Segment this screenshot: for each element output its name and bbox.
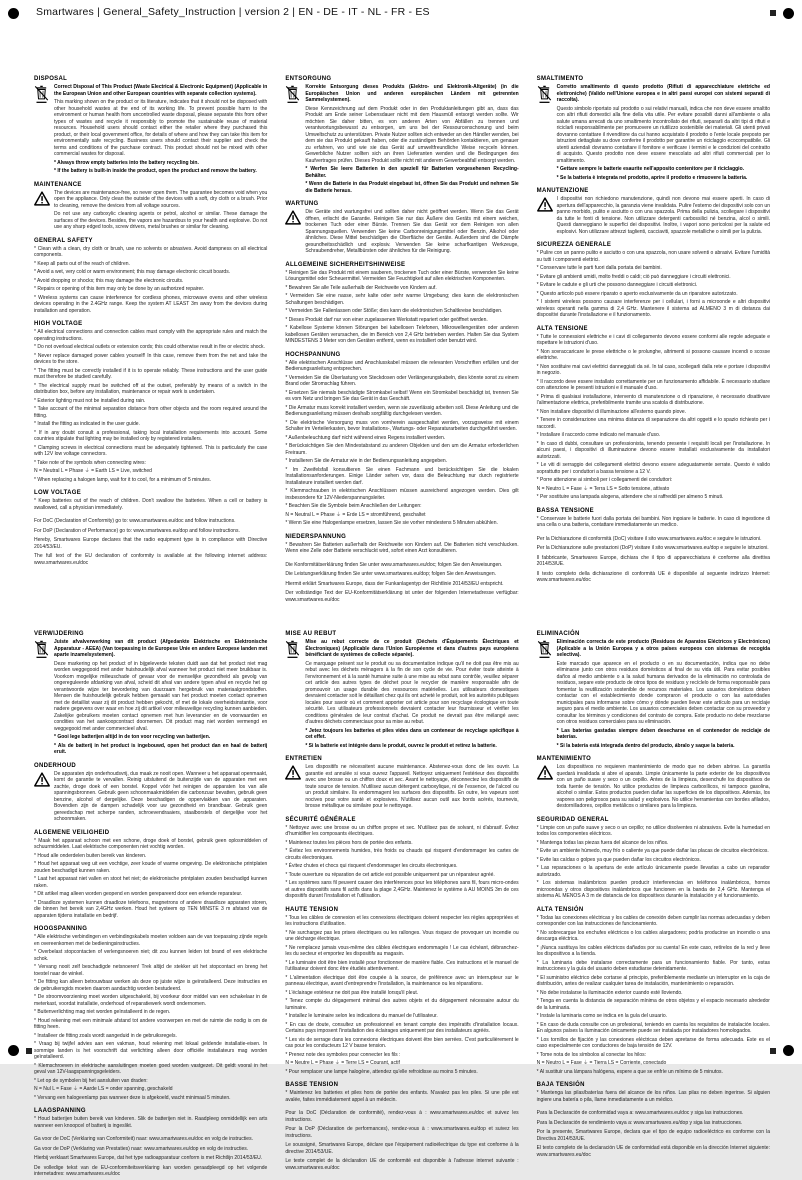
- body-paragraph: Questo simbolo riportato sul prodotto o sui relativi manuali, indica che non deve essere smaltito con altri rifiuti domestici alla fine della vita utile. Per evitare possibili danni all'ambiente o alla salute umana arrecati da uno smaltimento incontrollato dei rifiuti, separarli da altri tipi di rifiuti e riciclarli responsabilmente per promuovere un riutilizzo sostenibile dei materiali. Gli utenti privati dovranno contattare il rivenditore da cui hanno acquistato il prodotto o l'ente locale preposto per istruzioni dettagliate su dove conferire il prodotto per garantire un riciclaggio ecocompatibile. Gli utenti aziendali dovranno contattare il fornitore e verificare i termini e le condizioni del contratto di acquisto. Questo prodotto non deve essere mescolato ad altri rifiuti commerciali per lo smaltimento.: [557, 106, 770, 165]
- body-paragraph: * Dieses Produkt darf nur von einer zugelassenen Werkstatt repariert oder geöffnet werden.: [285, 317, 518, 324]
- section-text: [305, 764, 518, 812]
- section-heading: HIGH VOLTAGE: [34, 321, 267, 327]
- weee-bin-icon: [34, 639, 54, 758]
- body-paragraph: Este marcado que aparece en el producto o en su documentación, indica que no debe eliminarse junto con otros residuos domésticos al final de su vida útil. Para evitar posibles daños al medio ambiente o a la salud humana derivados de la eliminación no controlada de residuos, separe este producto de otros tipos de residuos y recíclelo de forma responsable para fomentar la reutilización sostenible de recursos materiales. Los usuarios domésticos deben contactar con el establecimiento donde compraron el producto o con las autoridades municipales para informarse sobre cómo y dónde pueden llevar este artículo para un reciclaje seguro para el medio ambiente. Los usuarios comerciales deben contactar con su proveedor y consultar los términos y condiciones del contrato de compra. Este producto no debe mezclarse con otros residuos comerciales para su eliminación.: [557, 661, 770, 726]
- conformity-line: Ga voor de DoC (Verklaring van Conformiteit) naar: www.smartwares.eu/doc en volg de instructies.: [34, 1136, 267, 1143]
- body-paragraph: * Clamping screws in electrical connections must be adequately tightened. This is particularly the case with 12V low voltage connectors.: [34, 445, 267, 458]
- body-paragraph: * Always throw empty batteries into the battery recycling bin.: [54, 160, 267, 167]
- body-paragraph: * Les vis de serrage dans les connexions électriques doivent être bien serrées. C'est particulièrement le cas pour les conducteurs 12 V basse tension.: [285, 1037, 518, 1050]
- body-paragraph: N = Nul L = Fase ⏚ = Aarde LS = onder spanning, geschakeld: [34, 1086, 267, 1093]
- section-heading: ENTRETIEN: [285, 756, 518, 762]
- body-paragraph: Juiste afvalverwerking van dit product (Afgedankte Elektrische en Elektronische Apparatuur - AEEA) (Van toepassing in de Europese Unie en andere Europese landen met aparte inzamelsystemen).: [54, 639, 267, 659]
- conformity-line: Die Konformitätserklärung finden Sie unter www.smartwares.eu/doc; folgen Sie den Anweisungen.: [285, 562, 518, 569]
- body-paragraph: * Si la batería está integrada dentro del producto, ábralo y saque la batería.: [557, 743, 770, 750]
- conformity-line: For DoC (Declaration of Conformity) go to: www.smartwares.eu/doc and follow instructions.: [34, 518, 267, 525]
- body-paragraph: * Werfen Sie leere Batterien in den speziell für Batterien vorgesehenen Recycling-Behälter.: [305, 166, 518, 179]
- section-body: [34, 329, 267, 485]
- body-paragraph: * No sobrecargue los enchufes eléctricos o los cables alargadores; podría producirse un incendio o una descarga eléctrica.: [537, 930, 770, 943]
- section-body: [537, 84, 770, 183]
- section-heading: BASSA TENSIONE: [537, 508, 770, 514]
- body-paragraph: * Évitez les environnements humides, très froids ou chauds qui risquent d'endommager les cartes de circuits électroniques.: [285, 848, 518, 861]
- warning-triangle-icon: [537, 196, 557, 237]
- section-heading: BASSE TENSION: [285, 1082, 518, 1088]
- section-body: [537, 764, 770, 812]
- conformity-line: Para la Declaración de conformidad vaya a: www.smartwares.eu/doc y siga las instrucciones.: [537, 1110, 770, 1117]
- body-paragraph: * Le luminaire doit être bien installé pour fonctionner de manière fiable. Ces instructions et le manuel de l'utilisateur doivent donc être étudiés attentivement.: [285, 960, 518, 973]
- section-body: [285, 915, 518, 1078]
- body-paragraph: * Vermeiden Sie eine nasse, sehr kalte oder sehr warme Umgebung; dies kann die elektronischen Schaltungen beschädigen.: [285, 293, 518, 306]
- body-paragraph: * Wenn die Batterie in das Produkt eingebaut ist, öffnen Sie das Produkt und nehmen Sie die Batterie heraus.: [305, 181, 518, 194]
- section-text: [285, 825, 518, 902]
- body-paragraph: Ce marquage présent sur le produit ou sa documentation indique qu'il ne doit pas être mis au rebut avec les déchets ménagers à la fin de son cycle de vie. Pour éviter toute atteinte à l'environnement et à la santé humaine suite à une mise au rebut sans contrôle, veuillez séparer cet article des autres types de déchet pour le recycler de manière responsable afin de promouvoir un usage durable des ressources matérielles. Les utilisateurs domestiques devraient contacter soit le détaillant chez qui ils ont acheté le produit, soit les autorités publiques locales pour savoir où et comment apporter cet article pour son recyclage écologique en toute sécurité. Les utilisateurs professionnels devraient contacter leur fournisseur et vérifier les conditions générales de leur contrat d'achat. Ce produit ne devrait pas être mélangé avec d'autres déchets commerciaux pour sa mise au rebut.: [305, 661, 518, 726]
- body-paragraph: * Vraag bij twijfel advies aan een vakman, houd rekening met lokaal geldende installatie-eisen. In sommige landen is het voorschrift dat verlichting alleen door officiële installateurs mag worden geïnstalleerd.: [34, 1041, 267, 1061]
- section-body: [285, 360, 518, 529]
- body-paragraph: * Non sovraccaricare le prese elettriche o le prolunghe, altrimenti si possono causare incendi o scosse elettriche.: [537, 349, 770, 362]
- section-text: [537, 825, 770, 902]
- section-text: [537, 1090, 770, 1105]
- body-paragraph: * Los sistemas inalámbricos pueden producir interferencias en teléfonos inalámbricos, hornos microondas y otros dispositivos inalámbricos que funcionen en la banda de 2,4 GHz. Mantenga el sistema AL MENOS A 3 m de distancia de los dispositivos durante la instalación y el funcionamiento.: [537, 880, 770, 900]
- body-paragraph: * Bewahren Sie Batterien außerhalb der Reichweite von Kindern auf. Die Batterien nicht verschlucken. Wenn eine Zelle oder Batterie verschluckt wird, sofort einen Arzt konsultieren.: [285, 542, 518, 555]
- body-paragraph: * Nettoyez avec une brosse ou un chiffon propre et sec. N'utilisez pas de solvant, ni d'abrasif. Évitez d'humidifier les composants électriques.: [285, 825, 518, 838]
- body-paragraph: * Die elektrische Versorgung muss von vornherein ausgeschaltet werden, vorzugsweise mit einem Schalter im Verteilerkasten, bevor Installations-, Wartungs- oder Reparaturarbeiten durchgeführt werden.: [285, 420, 518, 433]
- section-body: [537, 825, 770, 902]
- body-paragraph: Die Geräte sind wartungsfrei und sollten daher nicht geöffnet werden. Wenn Sie das Gerät öffnen, erlischt die Garantie. Reinigen Sie nur das Äußere des Geräts mit einem weichen, trockenen Tuch oder einer Bürste. Trennen Sie das Gerät vor dem Reinigen von allen Spannungsquellen. Verwenden Sie keine Carbonreinigungsmittel oder Benzin, Alkohol oder ähnliches. Diese Mittel beschädigen die Oberfläche der Geräte. Außerdem sind die Dämpfe gesundheitsschädlich und explosiv. Verwenden Sie keine scharfkantigen Werkzeuge, Schraubendreher, Metallbürsten oder ähnliches für die Reinigung.: [305, 209, 518, 255]
- section-body: [34, 246, 267, 317]
- body-paragraph: * Non sostituire mai cavi elettrici danneggiati da sé. In tal caso, scollegarli dalla rete e portare i dispositivi in negozio.: [537, 364, 770, 377]
- body-paragraph: * Buitenverlichting mag niet worden geïnstalleerd in de regen.: [34, 1009, 267, 1016]
- body-paragraph: * Keep all parts out of the reach of children.: [34, 261, 267, 268]
- body-paragraph: Diese Kennzeichnung auf dem Produkt oder in den Produktanleitungen gibt an, dass das Produkt am Ende seiner Lebensdauer nicht mit dem Hausmüll entsorgt werden sollte. Wir möchten Sie daher bitten, es von anderen Arten von Abfällen zu trennen und verantwortungsbewusst zu entsorgen, um uns bei der Ressourcenschonung und beim Umweltschutz zu unterstützen. Private Nutzer sollten sich entweder an den Händler wenden, bei dem sie das Produkt gekauft haben, oder die zuständigen Behörden kontaktieren, um genauer zu erfahren, wo und wie sie das Gerät auf umweltfreundliche Weise recyceln können. Gewerbliche Nutzer sollten sich an ihren Lieferanten wenden und die Bedingungen des Kaufvertrages prüfen. Dieses Produkt sollte nicht mit anderem Gewerbeabfall entsorgt werden.: [305, 106, 518, 165]
- body-paragraph: * Vermeiden Sie Fallenlassen oder Stöße; dies kann die elektronischen Schaltkreise beschädigen.: [285, 308, 518, 315]
- section-text: [305, 639, 518, 751]
- section-heading: ALGEMENE VEILIGHEID: [34, 830, 267, 836]
- section-text: [34, 934, 267, 1103]
- body-paragraph: * Avoid a wet, very cold or warm environment; this may damage electronic circuit boards.: [34, 269, 267, 276]
- warning-triangle-icon: [285, 764, 305, 812]
- body-paragraph: N = Neutro L = Fase ⏚ = Terra LS = Sotto tensione, attivato: [537, 486, 770, 493]
- body-paragraph: * Tenez compte du dégagement minimal des autres objets et du dégagement nécessaire autour du luminaire.: [285, 998, 518, 1011]
- section-heading: HOOGSPANNING: [34, 926, 267, 932]
- body-paragraph: * Overbelast stopcontacten of verlengsnoeren niet; dit zou kunnen leiden tot brand of een elektrische schok.: [34, 949, 267, 962]
- body-paragraph: N = Neutral L = Phase ⏚ = Erde LS = stromführend, geschaltet: [285, 512, 518, 519]
- conformity-line: Le texte complet de la déclaration UE de conformité est disponible à l'adresse internet suivante : www.smartwares.eu/doc: [285, 1158, 518, 1171]
- body-paragraph: * Evitare gli ambienti umidi, molto freddi o caldi; ciò può danneggiare i circuiti elettronici.: [537, 274, 770, 281]
- body-paragraph: * Pour remplacer une lampe halogène, attendez qu'elle refroidisse au moins 5 minutes.: [285, 1069, 518, 1076]
- body-paragraph: * Il raccordo deve essere installato correttamente per un funzionamento affidabile. È necessario studiare con attenzione le presenti istruzioni e il manuale d'uso.: [537, 379, 770, 392]
- body-paragraph: * Non installare dispositivi di illuminazione all'esterno quando piove.: [537, 409, 770, 416]
- conformity-line: De volledige tekst van de EU-conformiteitsverklaring kan worden geraadpleegd op het volgende internetadres: www.smartwares.eu/doc: [34, 1165, 267, 1178]
- section-body: [285, 542, 518, 557]
- body-paragraph: * In caso di dubbi, consultare un professionista, tenendo presente i requisiti locali per l'installazione. In alcuni paesi, i dispositivi di illuminazione devono essere installati esclusivamente da installatori autorizzati.: [537, 441, 770, 461]
- body-paragraph: * Exterior lighting must not be installed during rain.: [34, 398, 267, 405]
- section-text: [34, 329, 267, 485]
- body-paragraph: * I sistemi wireless possono causare interferenze per i cellulari, i forni a microonde e altri dispositivi wireless operanti nella gamma di 2,4 GHz. Mantenere il sistema ad ALMENO 3 m di distanza dai dispositivi durante l'installazione e il funzionamento.: [537, 299, 770, 319]
- body-paragraph: * Gettare sempre le batterie esaurite nell'apposito contenitore per il riciclaggio.: [557, 166, 770, 173]
- section-body: [34, 934, 267, 1103]
- conformity-line: El texto completo de la declaración UE de conformidad está disponible en la dirección Internet siguiente: www.smartwares.eu/doc: [537, 1145, 770, 1158]
- section-heading: VERWIJDERING: [34, 631, 267, 637]
- section-heading: MAINTENANCE: [34, 182, 267, 188]
- section-text: [557, 639, 770, 751]
- section-body: [285, 1090, 518, 1105]
- section-heading: HAUTE TENSION: [285, 907, 518, 913]
- section-body: [34, 1116, 267, 1131]
- print-mark: [770, 10, 776, 16]
- conformity-line: Pour la DoP (Déclaration de performances), rendez-vous à : www.smartwares.eu/dop et suivez les instructions.: [285, 1126, 518, 1139]
- crop-mark-bottom-right: [783, 1045, 794, 1056]
- body-paragraph: * Beachten Sie die Symbole beim Anschließen der Leitungen:: [285, 503, 518, 510]
- body-paragraph: * Limpie con un paño suave y seco o un cepillo; no utilice disolventes ni abrasivos. Evite la humedad en todos los componentes eléctricos.: [537, 825, 770, 838]
- body-paragraph: * Wenn Sie eine Halogenlampe ersetzen, lassen Sie sie vorher mindestens 5 Minuten abkühlen.: [285, 520, 518, 527]
- weee-bin-icon: [537, 84, 557, 183]
- body-paragraph: * Do not overload electrical outlets or extension cords; this could otherwise result in fire or electric shock.: [34, 344, 267, 351]
- body-paragraph: * Evitare le cadute e gli urti che possono danneggiare i circuiti elettronici.: [537, 282, 770, 289]
- body-paragraph: * If the battery is built-in inside the product, open the product and remove the battery.: [54, 168, 267, 175]
- body-paragraph: * La luminaria debe instalarse correctamente para un funcionamiento fiable. Por tanto, estas instrucciones y la guía del usuario deben estudiarse detenidamente.: [537, 960, 770, 973]
- section-body: [537, 334, 770, 503]
- section-text: [34, 1116, 267, 1131]
- section-body: [285, 764, 518, 812]
- body-paragraph: * Conservare le batterie fuori dalla portata dei bambini. Non ingoiare le batterie. In caso di ingestione di una cella o una batteria, contattare immediatamente un medico.: [537, 516, 770, 529]
- body-paragraph: * Jetez toujours les batteries et piles vides dans un conteneur de recyclage spécifique à cet effet.: [305, 728, 518, 741]
- body-paragraph: * Los tornillos de fijación y las conexiones eléctricas deben apretarse de forma adecuada. Este es el caso especialmente con conductores de baja tensión de 12V.: [537, 1037, 770, 1050]
- body-paragraph: The devices are maintenance-free, so never open them. The guarantee becomes void when you open the appliance. Only clean the outside of the devices with a soft, dry cloth or a brush. Prior to cleaning, remove the devices from all voltage sources.: [54, 190, 267, 210]
- body-paragraph: * Installare il raccordo come indicato nel manuale d'uso.: [537, 432, 770, 439]
- body-paragraph: * Maak het apparaat schoon met een schone, droge doek of borstel, gebruik geen oplosmiddelen of schuurmiddelen. Laat elektrische componenten niet vochtig worden.: [34, 838, 267, 851]
- body-paragraph: * Im Zweifelsfall konsultieren Sie einen Fachmann und berücksichtigen Sie die lokalen Installationsanforderungen. Einige Länder sehen vor, dass die Beleuchtung nur durch registrierte Installateure installiert werden darf.: [285, 467, 518, 487]
- body-paragraph: * Tenga en cuenta la distancia de separación mínima de otros objetos y el espacio necesario alrededor de la luminaria.: [537, 998, 770, 1011]
- body-paragraph: * Houd alle onderdelen buiten bereik van kinderen.: [34, 853, 267, 860]
- language-block-it: [537, 76, 770, 605]
- conformity-line: Por la presente, Smartwares Europe, declara que el tipo de equipo radioeléctrico es conforme con la Directiva 2014/53/UE.: [537, 1129, 770, 1142]
- section-heading: LOW VOLTAGE: [34, 490, 267, 496]
- conformity-line: Hiermit erklärt Smartwares Europe, dass der Funkanlagentyp der Richtlinie 2014/53/EU entspricht.: [285, 581, 518, 588]
- section-heading: ELIMINACIÓN: [537, 631, 770, 637]
- body-paragraph: * Vermeiden Sie die Überlastung von Steckdosen oder Verlängerungskabeln, dies könnte sonst zu einem Brand oder Stromschlag führen.: [285, 375, 518, 388]
- body-paragraph: * Die Armatur muss korrekt installiert werden, wenn sie zuverlässig arbeiten soll. Diese Anleitung und die Bedienungsanleitung müssen deshalb sorgfältig durchgelesen werden.: [285, 405, 518, 418]
- section-text: [557, 196, 770, 237]
- print-mark: [26, 1048, 32, 1054]
- warning-triangle-icon: [34, 771, 54, 825]
- body-paragraph: * Take note of the symbols when connecting wires:: [34, 460, 267, 467]
- section-heading: SÉCURITÉ GÉNÉRALE: [285, 817, 518, 823]
- body-paragraph: * The electrical supply must be switched off at the outset, preferably by means of a switch in the distribution box, before any installation, maintenance or repair work is undertaken.: [34, 383, 267, 396]
- body-paragraph: * Houd batterijen buiten bereik van kinderen. Slik de batterijen niet in. Raadpleeg onmiddellijk een arts wanneer een knoopcel of batterij is ingeslikt.: [34, 1116, 267, 1129]
- warning-triangle-icon: [285, 209, 305, 257]
- section-heading: DISPOSAL: [34, 76, 267, 82]
- body-paragraph: * Las baterías gastadas siempre deben desecharse en el contenedor de reciclaje de baterías.: [557, 728, 770, 741]
- conformity-line: Die Leistungserklärung finden Sie unter www.smartwares.eu/dop; folgen Sie den Anweisungen.: [285, 571, 518, 578]
- section-heading: WARTUNG: [285, 201, 518, 207]
- section-text: [54, 771, 267, 825]
- section-heading: ONDERHOUD: [34, 763, 267, 769]
- section-body: [537, 1090, 770, 1105]
- body-paragraph: * Reinigen Sie das Produkt mit einem sauberen, trockenen Tuch oder einer Bürste, verwenden Sie keine Lösungsmittel oder Scheuermittel. Vermeiden Sie Feuchtigkeit auf allen elektrischen Komponenten.: [285, 270, 518, 283]
- body-paragraph: * En caso de duda consulte con un profesional, teniendo en cuenta los requisitos de instalación locales. En algunos países la iluminación únicamente puede ser instalada por instaladores homologados.: [537, 1022, 770, 1035]
- section-body: [285, 639, 518, 751]
- section-body: [537, 639, 770, 751]
- section-body: [537, 516, 770, 531]
- body-paragraph: * Tome nota de los símbolos al conectar los hilos:: [537, 1052, 770, 1059]
- body-paragraph: * Alle elektrischen Anschlüsse und Anschlusskabel müssen die relevanten Vorschriften erfüllen und der Bedienungsanleitung entsprechen.: [285, 360, 518, 373]
- body-paragraph: * Außenbeleuchtung darf nicht während eines Regens installiert werden.: [285, 435, 518, 442]
- body-paragraph: * Al sustituir una lámpara halógena, espere a que se enfríe un mínimo de 5 minutos.: [537, 1069, 770, 1076]
- crop-mark-bottom-left: [8, 1045, 19, 1056]
- body-paragraph: * Maintenez les batteries et piles hors de portée des enfants. N'avalez pas les piles. Si une pile est avalée, faites immédiatement appel à un médecin.: [285, 1090, 518, 1103]
- section-body: [34, 498, 267, 513]
- section-text: [54, 639, 267, 758]
- section-body: [34, 84, 267, 177]
- conformity-line: Hierbij verklaart Smartwares Europe, dat het type radioapparatuur conform is met Richtlijn 2014/53/EU.: [34, 1155, 267, 1162]
- body-paragraph: * Klemschroeven in elektrische aansluitingen moeten goed worden vastgezet. Dit geldt vooral in het geval van 12V-laagspanningsgeleiders.: [34, 1063, 267, 1076]
- body-paragraph: * Tutte le connessioni elettriche e i cavi di collegamento devono essere conformi alle regole adeguate e rispettare le istruzioni d'uso.: [537, 334, 770, 347]
- language-block-fr: [285, 631, 518, 1180]
- section-text: [54, 190, 267, 233]
- section-text: [34, 838, 267, 922]
- section-heading: SMALTIMENTO: [537, 76, 770, 82]
- body-paragraph: * Klemmschrauben in elektrischen Anschlüssen müssen ausreichend angezogen werden. Dies gilt insbesondere für 12V-Niederspannungsleiter.: [285, 488, 518, 501]
- section-body: [285, 270, 518, 347]
- section-text: [54, 84, 267, 177]
- conformity-line: Para la Declaración de rendimiento vaya a: www.smartwares.eu/dop y siga las instrucciones.: [537, 1120, 770, 1127]
- conformity-line: Per la Dichiarazione sulle prestazioni (DoP) visitare il sito www.smartwares.eu/dop e seguire le istruzioni.: [537, 545, 770, 552]
- conformity-line: Le soussigné, Smartwares Europe, déclare que l'équipement radioélectrique du type est conforme à la directive 2014/53/UE.: [285, 1142, 518, 1155]
- body-paragraph: * Avoid dropping or shocks; this may damage the electronic circuits.: [34, 278, 267, 285]
- body-paragraph: * Install the fitting as indicated in the user guide.: [34, 421, 267, 428]
- section-heading: ALTA TENSIÓN: [537, 907, 770, 913]
- section-text: [557, 84, 770, 183]
- body-paragraph: * Houd rekening met een minimale afstand tot andere voorwerpen en met de ruimte die nodig is om de fitting heen.: [34, 1018, 267, 1031]
- weee-bin-icon: [285, 639, 305, 751]
- body-paragraph: * Wireless systems can cause interference for cordless phones, microwave ovens and other wireless devices operating in the 2.4GHz range. Keep the system AT LEAST 3m away from the devices during installation and operation.: [34, 295, 267, 315]
- section-body: [34, 639, 267, 758]
- section-heading: NIEDERSPANNUNG: [285, 534, 518, 540]
- weee-bin-icon: [34, 84, 54, 177]
- body-paragraph: * Tous les câbles de connexion et les connexions électriques doivent respecter les règles appropriées et les instructions d'utilisation.: [285, 915, 518, 928]
- section-heading: SEGURIDAD GENERAL: [537, 817, 770, 823]
- body-paragraph: Deze markering op het product of in bijgeleverde teksten duidt aan dat het product niet mag worden weggegooid met ander huishoudelijk afval wanneer het product niet meer bruikbaar is. Voorkom mogelijke milieuschade of gevaar voor de menselijke gezondheid als gevolg van ongereguleerde afdanking van afval, scheid dit afval van andere typen afval en recycle het op verantwoorde wijze ter bevordering van duurzaam hergebruik van materiaalgrondstoffen. Mensen die huishoudelijk gebruik hebben gemaakt van het product moeten contact opnemen met de detaillist waar zij dit product hebben gekocht, of met de lokale overheidsinstantie, voor nadere gegevens over waar en hoe zij dit artikel voor milieuveilige recycling kunnen aanbieden. Zakelijke gebruikers moeten contact opnemen met hun leverancier en de voorwaarden en condities van het aankoopcontract doornemen. Dit product mag niet worden vermengd en weggegooid met ander commercieel afval.: [54, 661, 267, 733]
- body-paragraph: * Take account of the minimal separation distance from other objects and the room required around the fitting.: [34, 406, 267, 419]
- body-paragraph: * If in any doubt consult a professional, taking local installation requirements into account. Some countries stipulate that lighting may be installed only by registered installers.: [34, 430, 267, 443]
- section-body: [285, 209, 518, 257]
- section-body: [285, 825, 518, 902]
- body-paragraph: * Installeer de fitting zoals wordt aangeduid in de gebruiksregels.: [34, 1033, 267, 1040]
- weee-bin-icon: [285, 84, 305, 196]
- body-paragraph: * Ne surchargez pas les prises électriques ou les rallonges. Vous risquez de provoquer un incendie ou une décharge électrique.: [285, 930, 518, 943]
- body-paragraph: * Alle elektrische verbindingen en verbindingskabels moeten voldoen aan de van toepassing zijnde regels en overeenkomen met de bedieningsinstructies.: [34, 934, 267, 947]
- section-body: [34, 771, 267, 825]
- section-text: [34, 246, 267, 317]
- section-text: [305, 209, 518, 257]
- body-paragraph: * Installieren Sie die Armatur wie in der Bedienungsanleitung angegeben.: [285, 458, 518, 465]
- conformity-line: Ga voor de DoP (Verklaring van Prestaties) naar: www.smartwares.eu/dop en volg de instructies.: [34, 1146, 267, 1153]
- body-paragraph: Les dispositifs ne nécessitent aucune maintenance. Abstenez-vous donc de les ouvrir. La garantie est annulée si vous ouvrez l'appareil. Nettoyez uniquement l'extérieur des dispositifs avec une brosse ou un chiffon doux et sec. Avant le nettoyage, déconnectez les dispositifs de toute source de tension. N'utilisez aucun détergent carboxylique, ni de l'essence, de l'alcool ou un produit similaire. Ils endommagent les surfaces des dispositifs. En outre, les vapeurs sont nocives pour votre santé et explosives. N'utilisez aucun outil aux bords acérés, tournevis, brosse métallique ou similaire pour le nettoyage.: [305, 764, 518, 810]
- body-paragraph: * Le viti di serraggio dei collegamenti elettrici devono essere adeguatamente serrate. Questo è valido soprattutto per i conduttori a bassa tensione a 12 V.: [537, 462, 770, 475]
- section-heading: HOCHSPANNUNG: [285, 352, 518, 358]
- print-mark: [770, 1048, 776, 1054]
- section-text: [285, 915, 518, 1078]
- section-text: [305, 84, 518, 196]
- body-paragraph: * Laat het apparaat niet vallen en stoot het niet; de elektronische printplaten zouden beschadigd kunnen raken.: [34, 876, 267, 889]
- body-paragraph: * Let op de symbolen bij het aansluiten van draden:: [34, 1078, 267, 1085]
- body-paragraph: Correct Disposal of This Product (Waste Electrical & Electronic Equipment) (Applicable in the European Union and other European countries with separate collection systems).: [54, 84, 267, 97]
- body-paragraph: * Maintenez toutes les pièces hors de portée des enfants.: [285, 840, 518, 847]
- crop-mark-top-right: [783, 8, 794, 19]
- body-paragraph: * Ersetzen Sie niemals beschädigte Stromkabel selbst! Wenn ein Stromkabel beschädigt ist, trennen Sie es vom Netz und bringen Sie das Gerät in das Geschäft.: [285, 390, 518, 403]
- body-paragraph: Los dispositivos no requieren mantenimiento de modo que no deben abrirse. La garantía quedará invalidada si abre el aparato. Limpie únicamente la parte exterior de los dispositivos con un paño suave y seco o un cepillo. Antes de la limpieza, desenchufe los dispositivos de toda fuente de tensión. No utilice productos de limpieza carboxílicos, ni tampoco gasolina, alcohol o similar. Estos productos pueden dañar las superficies de los dispositivos. Además, los vapores son peligrosos para su salud y explosivos. No utilice herramientas con bordes afilados, destornilladores, cepillos metálicos o similares para la limpieza.: [557, 764, 770, 810]
- conformity-line: The full text of the EU declaration of conformity is available at the following internet address: www.smartwares.eu/doc: [34, 553, 267, 566]
- crop-mark-top-left: [8, 8, 19, 19]
- body-paragraph: * Installez le luminaire selon les indications du manuel de l'utilisateur.: [285, 1013, 518, 1020]
- body-paragraph: * Ne remplacez jamais vous-même des câbles électriques endommagés ! Le cas échéant, débranchez-les du secteur et emportez les dispositifs au magasin.: [285, 945, 518, 958]
- body-paragraph: * The fitting must be correctly installed if it is to operate reliably. These instructions and the user guide must therefore be studied carefully.: [34, 368, 267, 381]
- section-text: [537, 250, 770, 321]
- conformity-line: For DoP (Declaration of Performance) go to: www.smartwares.eu/dop and follow instructions.: [34, 528, 267, 535]
- body-paragraph: * Repairs or opening of this item may only be done by an authorized repairer.: [34, 286, 267, 293]
- language-block-de: [285, 76, 518, 605]
- body-paragraph: * Questo articolo può essere riparato o aperto esclusivamente da un riparatore autorizzato.: [537, 291, 770, 298]
- body-paragraph: * Kabellose Systeme können Störungen bei kabellosen Telefonen, Mikrowellengeräten oder anderen kabellosen Geräten verursachen, die im Bereich von 2,4 GHz betrieben werden. Halten Sie das System MINDESTENS 3 Meter von den Geräten entfernt, wenn es installiert oder benutzt wird.: [285, 325, 518, 345]
- body-paragraph: * Conservare tutte le parti fuori dalla portata dei bambini.: [537, 265, 770, 272]
- conformity-line: Hereby, Smartwares Europe declares that the radio equipment type is in compliance with Directive 2014/53/EU.: [34, 537, 267, 550]
- body-paragraph: * ¡Nunca sustituya los cables eléctricos dañados por su cuenta! En este caso, retírelos de la red y lleve los dispositivos a la tienda.: [537, 945, 770, 958]
- section-heading: GENERAL SAFETY: [34, 238, 267, 244]
- section-heading: ALTA TENSIONE: [537, 326, 770, 332]
- body-paragraph: * Las reparaciones o la apertura de este artículo únicamente puede llevarlas a cabo un reparador autorizado.: [537, 865, 770, 878]
- body-paragraph: * Bewahren Sie alle Teile außerhalb der Reichweite von Kindern auf.: [285, 285, 518, 292]
- section-heading: BAJA TENSIÓN: [537, 1082, 770, 1088]
- body-paragraph: * De stroomvoorziening moet worden uitgeschakeld, bij voorkeur door middel van een schakelaar in de meterkast, voordat installatie, onderhoud of reparatiewerk wordt ondernomen.: [34, 994, 267, 1007]
- section-body: [537, 915, 770, 1078]
- section-heading: MISE AU REBUT: [285, 631, 518, 637]
- body-paragraph: * Dit artikel mag alleen worden geopend en worden gerepareerd door een erkende reparateur.: [34, 891, 267, 898]
- body-paragraph: * All electrical connections and connection cables must comply with the appropriate rules and match the operating instructions.: [34, 329, 267, 342]
- body-paragraph: * Berücksichtigen Sie den Mindestabstand zu anderen Objekten und den um die Armatur erforderlichen Freiraum.: [285, 443, 518, 456]
- body-paragraph: * Porre attenzione ai simboli per i collegamenti dei conduttori:: [537, 477, 770, 484]
- section-text: [537, 334, 770, 503]
- body-paragraph: N = Neutro L = Fase ⏚ = Tierra LS = Corriente, conectado: [537, 1060, 770, 1067]
- body-paragraph: * Clean with a clean, dry cloth or brush, use no solvents or abrasives. Avoid dampness on all electrical components.: [34, 246, 267, 259]
- body-paragraph: * Mantenga las pilas/baterías fuera del alcance de los niños. Las pilas no deben ingerirse. Si alguien ingiere una batería o pila, llame inmediatamente a un médico.: [537, 1090, 770, 1103]
- body-paragraph: N = Neutre L = Phase ⏚ = Terre LS = Courant, actif: [285, 1060, 518, 1067]
- warning-triangle-icon: [537, 764, 557, 812]
- body-paragraph: This marking shown on the product or its literature, indicates that it should not be disposed with other household wastes at the end of its working life. To prevent possible harm to the environment or human health from uncontrolled waste disposal, please separate this from other types of wastes and recycle it responsibly to promote the sustainable reuse of material resources. Household users should contact either the retailer where they purchased this product, or their local government office, for details of where and how they can take this item for environmentally safe recycling. Business users should contact their supplier and check the terms and conditions of the purchase contract. This product should not be mixed with other commercial wastes for disposal.: [54, 99, 267, 158]
- weee-bin-icon: [537, 639, 557, 751]
- section-text: [285, 1090, 518, 1105]
- conformity-line: Der vollständige Text der EU-Konformitätserklärung ist unter der folgenden Internetadresse verfügbar: www.smartwares.eu/doc: [285, 590, 518, 603]
- body-paragraph: * El suministro eléctrico debe cortarse al principio, preferiblemente mediante un interruptor en la caja de distribución, antes de realizar cualquier tarea de instalación, mantenimiento o reparación.: [537, 975, 770, 988]
- body-paragraph: * Tenere in considerazione una minima distanza di separazione da altri oggetti e lo spazio richiesto per i raccordi.: [537, 417, 770, 430]
- content-grid: [34, 76, 770, 1180]
- body-paragraph: * When replacing a halogen lamp, wait for it to cool, for a minimum of 5 minutes.: [34, 477, 267, 484]
- body-paragraph: * L'éclairage extérieur ne doit pas être installé lorsqu'il pleut.: [285, 990, 518, 997]
- language-block-es: [537, 631, 770, 1180]
- conformity-line: Pour la DoC (Déclaration de conformité), rendez-vous à : www.smartwares.eu/doc et suivez les instructions.: [285, 1110, 518, 1123]
- body-paragraph: * Als de batterij in het product is ingebouwd, open het product dan en haal de batterij eruit.: [54, 743, 267, 756]
- section-heading: ENTSORGUNG: [285, 76, 518, 82]
- section-body: [285, 84, 518, 196]
- section-body: [34, 190, 267, 233]
- section-text: [285, 270, 518, 347]
- body-paragraph: * Todas las conexiones eléctricas y los cables de conexión deben cumplir las normas adecuadas y deben corresponder con las instrucciones de funcionamiento.: [537, 915, 770, 928]
- body-paragraph: * En cas de doute, consultez un professionnel en tenant compte des impératifs d'installation locaux. Certains pays imposent l'installation des éclairages uniquement par des installateurs agréés.: [285, 1022, 518, 1035]
- body-paragraph: * Toute ouverture ou réparation de cet article est possible uniquement par un réparateur agréé.: [285, 872, 518, 879]
- section-heading: MANUTENZIONE: [537, 188, 770, 194]
- section-heading: ALLGEMEINE SICHERHEITSHINWEISE: [285, 262, 518, 268]
- body-paragraph: * Draadloze systemen kunnen draadloze telefoons, magnetrons of andere draadloze apparaten storen, die binnen het bereik van 2,4GHz werken. Houd het systeem op TEN MINSTE 3 m afstand van de apparaten tijdens installatie en bedrijf.: [34, 900, 267, 920]
- warning-triangle-icon: [34, 190, 54, 233]
- body-paragraph: Do not use any carboxylic cleaning agents or petrol, alcohol or similar. These damage the surfaces of the devices. Besides, the vapors are hazardous to your health and explosive. Do not use any sharp edged tools, screw drivers, metal brushes or similar for cleaning.: [54, 211, 267, 231]
- conformity-line: Il testo completo della dichiarazione di conformità UE è disponibile al seguente indirizzo Internet: www.smartwares.eu/doc: [537, 571, 770, 584]
- body-paragraph: * Evite las caídas o golpes ya que pueden dañar los circuitos electrónicos.: [537, 857, 770, 864]
- body-paragraph: * Vervang nooit zelf beschadigde netsnoeren! Trek altijd de stekker uit het stopcontact en breng het toestel naar de winkel.: [34, 964, 267, 977]
- section-text: [34, 498, 267, 513]
- language-block-en: [34, 76, 267, 605]
- body-paragraph: * Mantenga todas las piezas fuera del alcance de los niños.: [537, 840, 770, 847]
- section-heading: MANTENIMIENTO: [537, 756, 770, 762]
- body-paragraph: * Per sostituire una lampada alogena, attendere che si raffreddi per almeno 5 minuti.: [537, 494, 770, 501]
- body-paragraph: * Se la batteria è integrata nel prodotto, aprire il prodotto e rimuovere la batteria.: [557, 175, 770, 182]
- body-paragraph: Corretto smaltimento di questo prodotto (Rifiuti di apparecchiature elettriche ed elettroniche) (Valido nell'Unione europea e in altri paesi europei con sistemi separati di raccolta).: [557, 84, 770, 104]
- section-text: [537, 915, 770, 1078]
- body-paragraph: * No debe instalarse la iluminación exterior cuando esté lloviendo.: [537, 990, 770, 997]
- body-paragraph: Korrekte Entsorgung dieses Produkts (Elektro- und Elektronik-Altgeräte) (in die Europäischen Union und anderen europäischen Ländern mit getrennten Sammelsystemen).: [305, 84, 518, 104]
- body-paragraph: I dispositivi non richiedono manutenzione, quindi non devono mai essere aperti. In caso di apertura dell'apparecchio, la garanzia viene invalidata. Pulire l'esterno dei dispositivi solo con un panno morbido, pulito e asciutto o con una spazzola. Prima della pulizia, scollegare i dispositivi da tutte le fonti di tensione. Non utilizzare detergenti carbossilici né benzina, alcol o simili. Questi danneggiano le superfici dei dispositivi. Inoltre, i vapori sono pericolosi per la salute ed esplosivi. Non utilizzare attrezzi taglienti, cacciaviti, spazzole metalliche o simili per la pulizia.: [557, 196, 770, 235]
- body-paragraph: * Houd het apparaat weg uit een vochtige, zeer koude of warme omgeving. De elektronische printplaten zouden beschadigd kunnen raken.: [34, 861, 267, 874]
- body-paragraph: * Keep batteries out of the reach of children. Don't swallow the batteries. When a cell or battery is swallowed, call a physician immediately.: [34, 498, 267, 511]
- body-paragraph: * Évitez chutes et chocs qui risquent d'endommager les circuits électroniques.: [285, 863, 518, 870]
- body-paragraph: * Instale la luminaria como se indica en la guía del usuario.: [537, 1013, 770, 1020]
- body-paragraph: N = Neutral L = Phase ⏚ = Earth LS = Live, switched: [34, 468, 267, 475]
- conformity-line: Per la Dichiarazione di conformità (DoC) visitare il sito www.smartwares.eu/doc e seguire le istruzioni.: [537, 536, 770, 543]
- section-text: [285, 360, 518, 529]
- body-paragraph: * Vervang een halogeenlamp pas wanneer deze is afgekoeld, wacht minimaal 5 minuten.: [34, 1095, 267, 1102]
- body-paragraph: * Prenez note des symboles pour connecter les fils :: [285, 1052, 518, 1059]
- body-paragraph: De apparaten zijn onderhoudsvrij, dus maak ze nooit open. Wanneer u het apparaat openmaakt, komt de garantie te vervallen. Reinig uitsluitend de buitenzijde van de apparaten met een zachte, droge doek of een borstel. Koppel vóór het reinigen de apparaten los van alle spanningsbronnen. Gebruik geen schoonmaakmiddelen die carbonzuur bevatten, gebruik geen benzine, alcohol of dergelijke. Deze beschadigen de oppervlakken van de apparaten. Bovendien zijn de dampen schadelijk voor uw gezondheid en brandbaar. Gebruik geen gereedschap met scherpe randen, schroevendraaiers, staalborstels of dergelijke voor het schoonmaken.: [54, 771, 267, 823]
- body-paragraph: * Prima di qualsiasi installazione, intervento di manutenzione o di riparazione, è necessario disattivare l'alimentazione elettrica, preferibilmente tramite una scatola di distribuzione.: [537, 394, 770, 407]
- section-heading: LAAGSPANNING: [34, 1108, 267, 1114]
- body-paragraph: Eliminación correcta de este producto (Residuos de Aparatos Eléctricos y Electrónicos) (Aplicable a la Unión Europea y a otros países europeos con sistemas de recogida selectiva).: [557, 639, 770, 659]
- body-paragraph: * De fitting kan alleen betrouwbaar werken als deze op juiste wijze is geïnstalleerd. Deze instructies en de gebruikersgids moeten daarom aandachtig worden bestudeerd.: [34, 979, 267, 992]
- body-paragraph: * Les systèmes sans fil peuvent causer des interférences pour les téléphones sans fil, fours micro-ondes et autres dispositifs sans fil actifs dans la plage 2,4GHz. Maintenez le système à AU MOINS 3m de ces dispositifs durant l'installation et l'utilisation.: [285, 880, 518, 900]
- section-text: [285, 542, 518, 557]
- section-text: [537, 516, 770, 531]
- language-block-nl: [34, 631, 267, 1180]
- section-body: [537, 250, 770, 321]
- section-body: [537, 196, 770, 237]
- body-paragraph: * Never replace damaged power cables yourself! In this case, remove them from the net and take the devices to the store.: [34, 353, 267, 366]
- body-paragraph: * Evite un ambiente húmedo, muy frío o caliente ya que puede dañar las placas de circuitos electrónicos.: [537, 848, 770, 855]
- section-text: [557, 764, 770, 812]
- body-paragraph: * L'alimentation électrique doit être coupée à la source, de préférence avec un interrupteur sur le panneau électrique, avant d'entreprendre l'installation, la maintenance ou les réparations.: [285, 975, 518, 988]
- body-paragraph: * Gooi lege batterijen altijd in de ton voor recycling van batterijen.: [54, 734, 267, 741]
- section-body: [34, 838, 267, 922]
- body-paragraph: * Si la batterie est intégrée dans le produit, ouvrez le produit et retirez la batterie.: [305, 743, 518, 750]
- body-paragraph: * Pulire con un panno pulito e asciutto o con una spazzola, non usare solventi o abrasivi. Evitare l'umidità su tutti i componenti elettrici.: [537, 250, 770, 263]
- section-heading: SICUREZZA GENERALE: [537, 242, 770, 248]
- body-paragraph: Mise au rebut correcte de ce produit (Déchets d'Équipements Électriques et Électroniques) (Applicable dans l'Union Européenne et dans d'autres pays européens bénéficiant de systèmes de collecte séparée).: [305, 639, 518, 659]
- document-title: Smartwares | General_Safety_Instruction | version 2 | EN - DE - IT - NL - FR - ES: [36, 6, 430, 18]
- conformity-line: Il fabbricante, Smartwares Europe, dichiara che il tipo di apparecchiatura è conforme alla direttiva 2014/53/UE.: [537, 555, 770, 568]
